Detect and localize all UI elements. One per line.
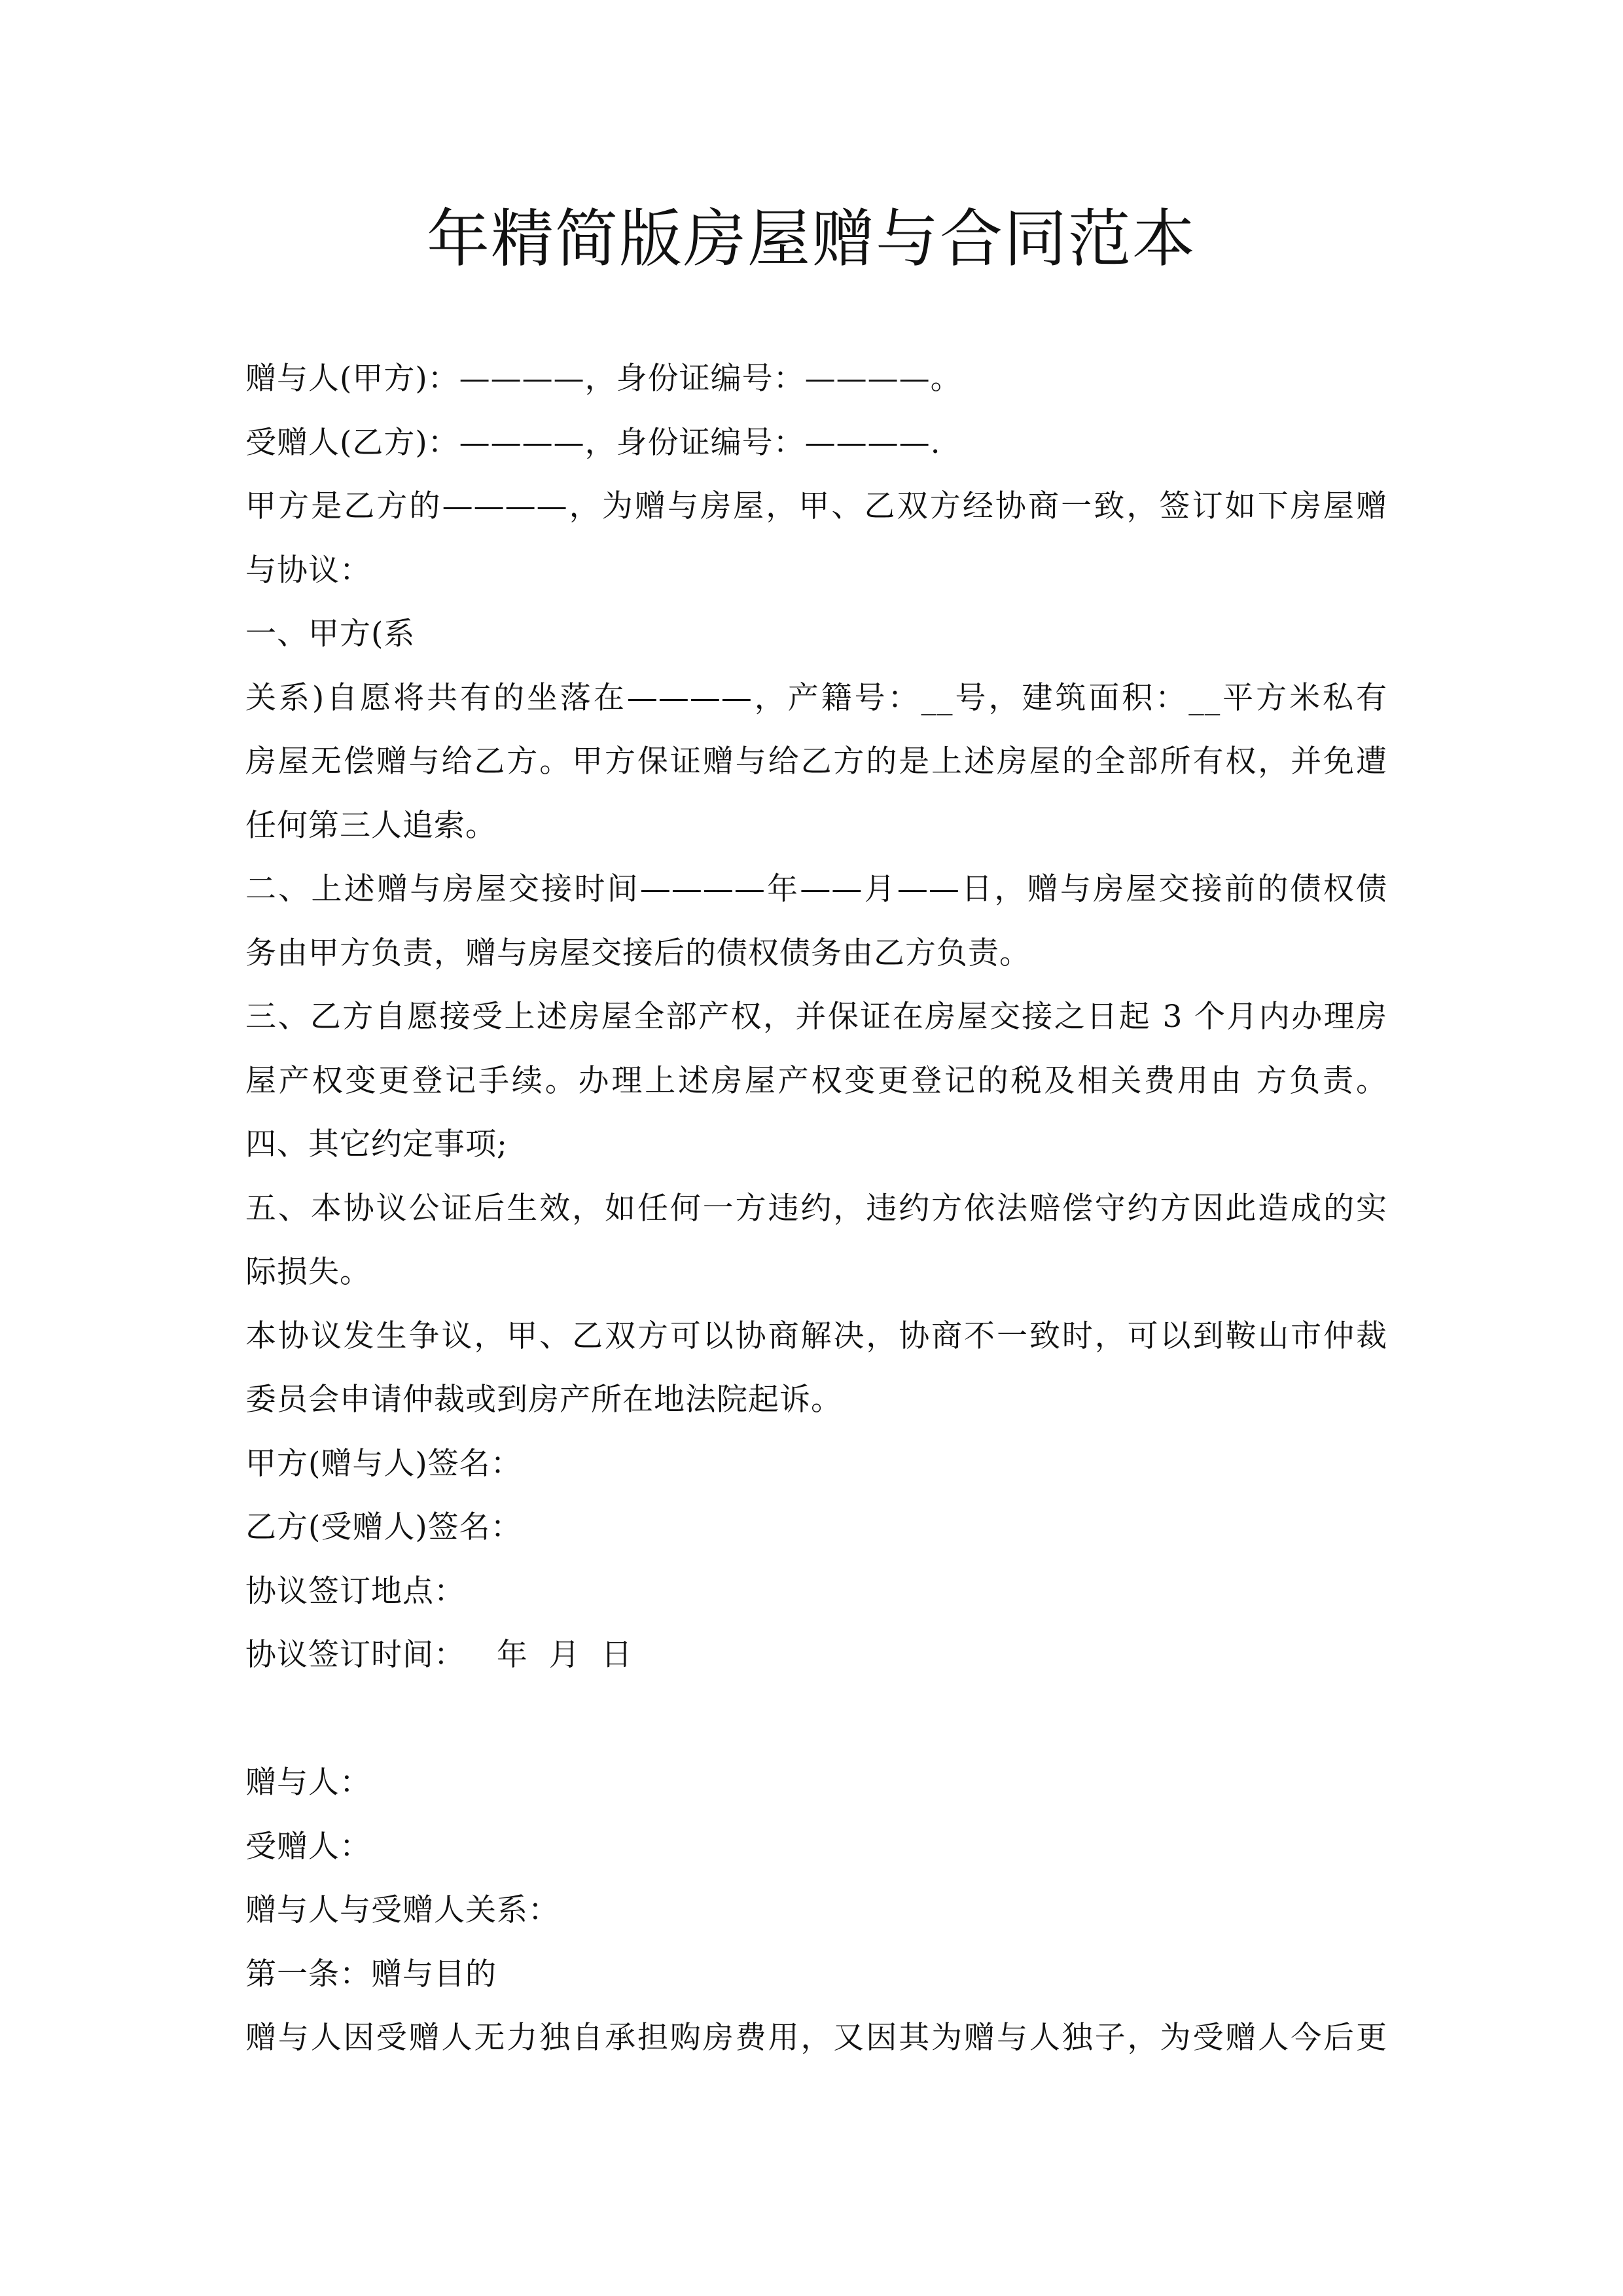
- relationship-line: 赠与人与受赠人关系：: [245, 1892, 560, 1928]
- clause-1-line: 任何第三人追索。: [245, 807, 497, 844]
- dispute-paragraph-line: 委员会申请仲裁或到房产所在地法院起诉。: [245, 1382, 842, 1418]
- article-1-line: 赠与人因受赠人无力独自承担购房费用，又因其为赠与人独子，为受赠人今后更: [245, 2020, 1387, 2056]
- article-1-heading: 第一条：赠与目的: [245, 1956, 497, 1992]
- party-a-signature-line: 甲方(赠与人)签名：: [245, 1445, 522, 1482]
- clause-3-line: 三、乙方自愿接受上述房屋全部产权，并保证在房屋交接之日起 3 个月内办理房: [245, 999, 1387, 1035]
- intro-paragraph-line: 甲方是乙方的————，为赠与房屋，甲、乙双方经协商一致，签订如下房屋赠: [245, 488, 1387, 524]
- signing-date-line: 协议签订时间： 年 月 日: [245, 1637, 633, 1673]
- clause-2-line: 务由甲方负责，赠与房屋交接后的债权债务由乙方负责。: [245, 935, 1031, 971]
- clause-1-line: 关系)自愿将共有的坐落在————，产籍号：__号，建筑面积：__平方米私有: [245, 679, 1387, 716]
- recipient-line: 受赠人：: [245, 1828, 371, 1865]
- clause-4-line: 四、其它约定事项;: [245, 1126, 508, 1162]
- donor-info-line: 赠与人(甲方)：————，身份证编号：————。: [245, 361, 962, 397]
- intro-paragraph-line: 与协议：: [245, 552, 371, 588]
- dispute-paragraph-line: 本协议发生争议，甲、乙双方可以协商解决，协商不一致时，可以到鞍山市仲裁: [245, 1318, 1387, 1354]
- document-title: 年精简版房屋赠与合同范本: [427, 202, 1196, 276]
- donor-line: 赠与人：: [245, 1765, 371, 1801]
- clause-1-heading: 一、甲方(系: [245, 616, 416, 652]
- blank-spacer: [245, 1687, 1387, 1751]
- clause-1-line: 房屋无偿赠与给乙方。甲方保证赠与给乙方的是上述房屋的全部所有权，并免遭: [245, 744, 1387, 780]
- party-b-signature-line: 乙方(受赠人)签名：: [245, 1509, 522, 1545]
- clause-5-line: 际损失。: [245, 1254, 371, 1290]
- signing-location-line: 协议签订地点：: [245, 1573, 465, 1609]
- clause-3-line: 屋产权变更登记手续。办理上述房屋产权变更登记的税及相关费用由 方负责。: [245, 1062, 1387, 1099]
- clause-5-line: 五、本协议公证后生效，如任何一方违约，违约方依法赔偿守约方因此造成的实: [245, 1190, 1387, 1227]
- recipient-info-line: 受赠人(乙方)：————，身份证编号：————.: [245, 424, 941, 461]
- clause-2-line: 二、上述赠与房屋交接时间————年——月——日，赠与房屋交接前的债权债: [245, 871, 1387, 907]
- document-body: [245, 347, 1387, 2070]
